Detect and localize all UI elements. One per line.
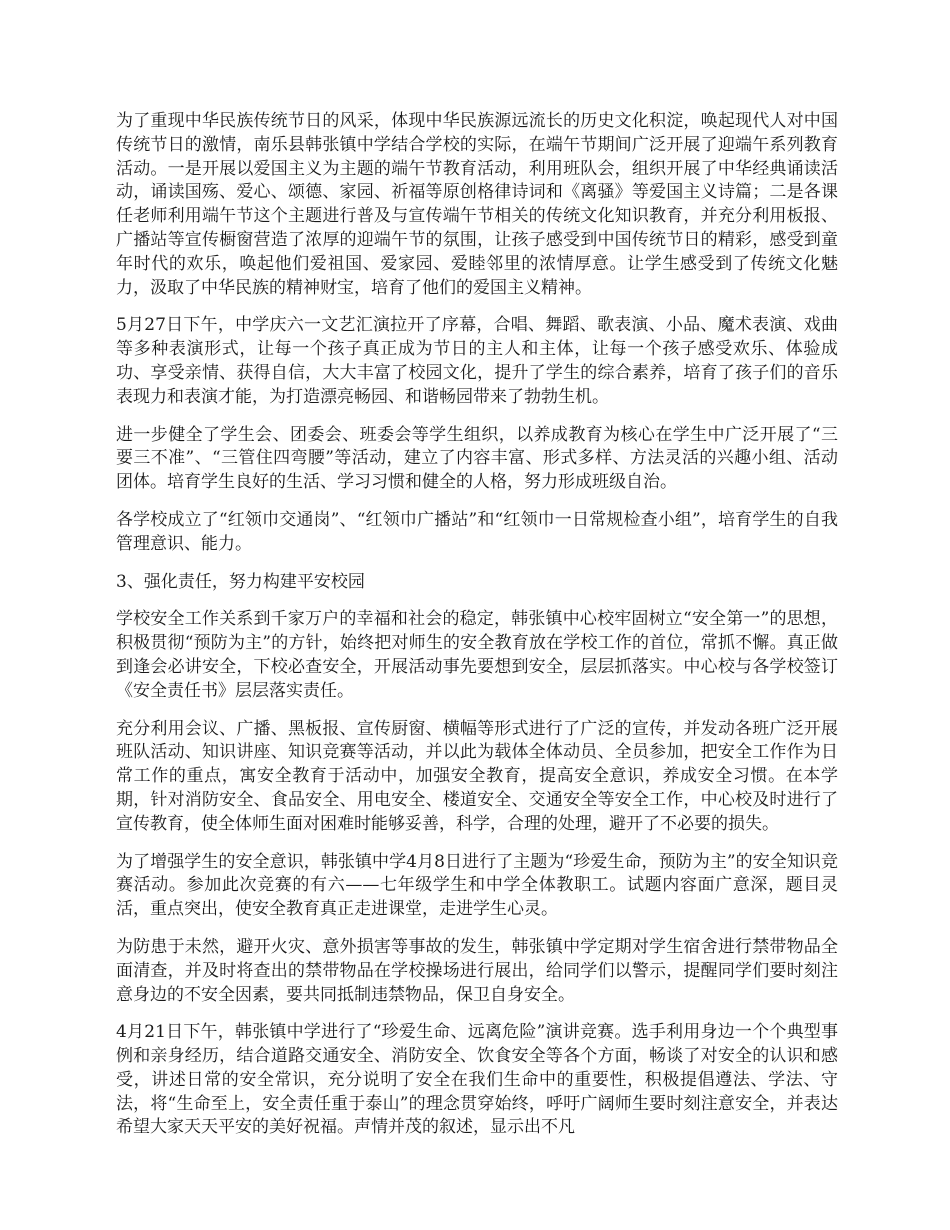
section-heading-safe-campus: 3、强化责任，努力构建平安校园 xyxy=(116,571,365,592)
paragraph-childrens-day-performance: 5月27日下午，中学庆六一文艺汇演拉开了序幕，合唱、舞蹈、歌表演、小品、魔术表演、戏曲等多种表演形式，让每一个孩子真正成为节日的主人和主体，让每一个孩子感受欢乐、体验成功、享受亲情、获得自信，大大丰富了校园文化，提升了学生的综合素养，培育了孩子们的音乐表现力和表演才能，为打造漂亮畅园、和谐畅园带来了勃勃生机。 xyxy=(116,315,838,407)
paragraph-speech-contest: 4月21日下午，韩张镇中学进行了“珍爱生命、远离危险”演讲竞赛。选手利用身边一个个典型事例和亲身经历，结合道路交通安全、消防安全、饮食安全等各个方面，畅谈了对安全的认识和感受，讲述日常的安全常识，充分说明了安全在我们生命中的重要性，积极提倡遵法、学法、守法，将“生命至上，安全责任重于泰山”的理念贯穿始终，呼吁广阔师生要时刻注意安全，并表达希望大家天天平安的美好祝福。声情并茂的叙述，显示出不凡 xyxy=(116,1022,838,1138)
paragraph-safety-responsibility: 学校安全工作关系到千家万户的幸福和社会的稳定，韩张镇中心校牢固树立“安全第一”的思想，积极贯彻“预防为主”的方针，始终把对师生的安全教育放在学校工作的首位，常抓不懈。真正做到逢会必讲安全，下校必查安全，开展活动事先要想到安全，层层抓落实。中心校与各学校签订《安全责任书》层层落实责任。 xyxy=(116,609,838,701)
paragraph-dormitory-inspection: 为防患于未然，避开火灾、意外损害等事故的发生，韩张镇中学定期对学生宿舍进行禁带物品全面清查，并及时将查出的禁带物品在学校操场进行展出，给同学们以警示，提醒同学们要时刻注意身边的不安全因素，要共同抵制违禁物品，保卫自身安全。 xyxy=(116,936,838,1005)
paragraph-safety-quiz: 为了增强学生的安全意识，韩张镇中学4月8日进行了主题为“珍爱生命，预防为主”的安全知识竞赛活动。参加此次竞赛的有六——七年级学生和中学全体教职工。试题内容面广意深，题目灵活，重点突出，使安全教育真正走进课堂，走进学生心灵。 xyxy=(116,851,838,920)
paragraph-safety-publicity: 充分利用会议、广播、黑板报、宣传厨窗、横幅等形式进行了广泛的宣传，并发动各班广泛开展班队活动、知识讲座、知识竞赛等活动，并以此为载体全体动员、全员参加，把安全工作作为日常工作的重点，寓安全教育于活动中，加强安全教育，提高安全意识，养成安全习惯。在本学期，针对消防安全、食品安全、用电安全、楼道安全、交通安全等安全工作，中心校及时进行了宣传教育，使全体师生面对困难时能够妥善，科学，合理的处理，避开了不必要的损失。 xyxy=(116,718,838,834)
paragraph-red-scarf-groups: 各学校成立了“红领巾交通岗”、“红领巾广播站”和“红领巾一日常规检查小组”，培育学生的自我管理意识、能力。 xyxy=(116,509,838,554)
paragraph-student-organizations: 进一步健全了学生会、团委会、班委会等学生组织，以养成教育为核心在学生中广泛开展了“三要三不准”、“三管住四弯腰”等活动，建立了内容丰富、形式多样、方法灵活的兴趣小组、活动团体。培育学生良好的生活、学习习惯和健全的人格，努力形成班级自治。 xyxy=(116,424,838,493)
paragraph-dragon-boat-festival: 为了重现中华民族传统节日的风采，体现中华民族源远流长的历史文化积淀，唤起现代人对中国传统节日的激情，南乐县韩张镇中学结合学校的实际，在端午节期间广泛开展了迎端午系列教育活动。一是开展以爱国主义为主题的端午节教育活动，利用班队会，组织开展了中华经典诵读活动，诵读国殇、爱心、颂德、家园、祈福等原创格律诗词和《离骚》等爱国主义诗篇；二是各课任老师利用端午节这个主题进行普及与宣传端午节相关的传统文化知识教育，并充分利用板报、广播站等宣传橱窗营造了浓厚的迎端午节的氛围，让孩子感受到中国传统节日的精彩，感受到童年时代的欢乐，唤起他们爱祖国、爱家园、爱睦邻里的浓情厚意。让学生感受到了传统文化魅力，汲取了中华民族的精神财宝，培育了他们的爱国主义精神。 xyxy=(116,111,838,298)
